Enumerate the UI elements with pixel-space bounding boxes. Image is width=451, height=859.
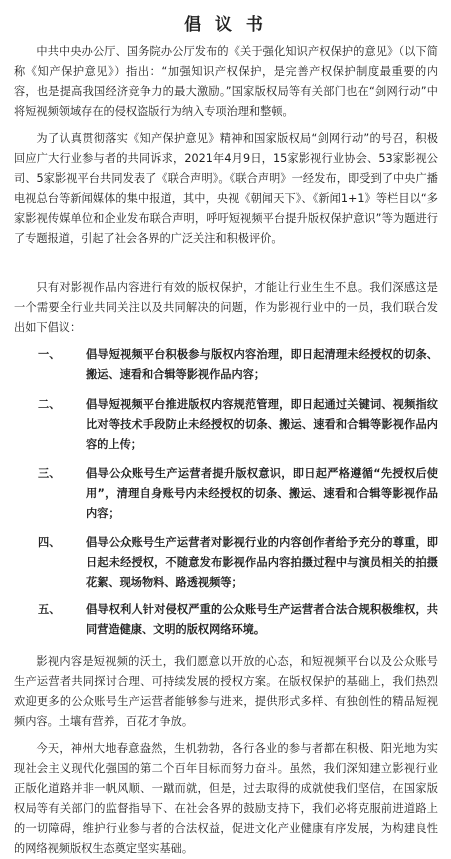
proposal-item-text: 倡导短视频平台积极参与版权内容治理，即日起清理未经授权的切条、搬运、速看和合辑等影视作品内容； [86, 348, 438, 381]
proposal-lead-paragraph: 只有对影视作品内容进行有效的版权保护，才能让行业生生不息。我们深感这是一个需要全行业共同关注以及共同解决的问题，作为影视行业中的一员，我们联合发出如下倡议： [14, 281, 438, 334]
background-paragraph: 为了认真贯彻落实《知产保护意见》精神和国家版权局“剑网行动”的号召，积极回应广大行业参与者的共同诉求，2021年4月9日，15家影视行业协会、53家影视公司、5家影视平台共同发表了《联合声明》。《联合声明》一经发布，即受到了中央广播电视总台等新闻媒体的集中报道，其中，央视《朝闻天下》、《新闻1+1》等栏目以“多家影视传媒单位和企业发布联合声明，呼吁短视频平台提升版权保护意识”等为题进行了专题报道，引起了社会各界的广泛关注和积极评价。 [14, 132, 438, 245]
closing-paragraph-2: 今天，神州大地春意盎然，生机勃勃，各行各业的参与者都在积极、阳光地为实现社会主义现代化强国的第二个百年目标而努力奋斗。虽然，我们深知建立影视行业正版化道路并非一帆风顺、一蹴而就，但是，过去取得的成就使我们坚信，在国家版权局等有关部门的监督指导下、在社会各界的鼓励支持下，我们必将克服前进道路上的一切障碍，维护行业参与者的合法权益，促进文化产业健康有序发展，为构建良性的网络视频版权生态奠定坚实基础。 [14, 742, 438, 855]
closing-paragraph-1: 影视内容是短视频的沃土，我们愿意以开放的心态，和短视频平台以及公众账号生产运营者共同探讨合理、可持续发展的授权方案。在版权保护的基础上，我们热烈欢迎更多的公众账号生产运营者能够参与进来，提供形式多样、有独创性的精品短视频内容。土壤有营养，百花才争放。 [14, 655, 438, 728]
proposal-item-text: 倡导短视频平台推进版权内容规范管理，即日起通过关键词、视频指纹比对等技术手段防止未经授权的切条、搬运、速看和合辑等影视作品内容的上传； [86, 398, 438, 451]
document-title: 倡 议 书 [184, 15, 267, 35]
proposal-item-number: 四、 [38, 536, 61, 549]
proposal-item-text: 倡导公众账号生产运营者提升版权意识，即日起严格遵循“先授权后使用”，清理自身账号内未经授权的切条、搬运、速看和合辑等影视作品内容； [86, 467, 438, 520]
proposal-item-number: 一、 [38, 348, 61, 361]
proposal-item-number: 三、 [38, 467, 61, 480]
proposal-item-text: 倡导权利人针对侵权严重的公众账号生产运营者合法合规积极维权，共同营造健康、文明的版权网络环境。 [86, 603, 438, 636]
proposal-item-number: 五、 [38, 603, 61, 616]
intro-paragraph: 中共中央办公厅、国务院办公厅发布的《关于强化知识产权保护的意见》（以下简称《知产保护意见》）指出：“加强知识产权保护，是完善产权保护制度最重要的内容，也是提高我国经济竞争力的最大激励。”国家版权局等有关部门也在“剑网行动”中将短视频领域存在的侵权盗版行为纳入专项治理和整顿。 [14, 45, 438, 118]
proposal-item-text: 倡导公众账号生产运营者对影视行业的内容创作者给予充分的尊重，即日起未经授权，不随意发布影视作品内容拍摄过程中与演员相关的拍摄花絮、现场物料、路透视频等； [86, 536, 438, 589]
proposal-item-number: 二、 [38, 398, 61, 411]
